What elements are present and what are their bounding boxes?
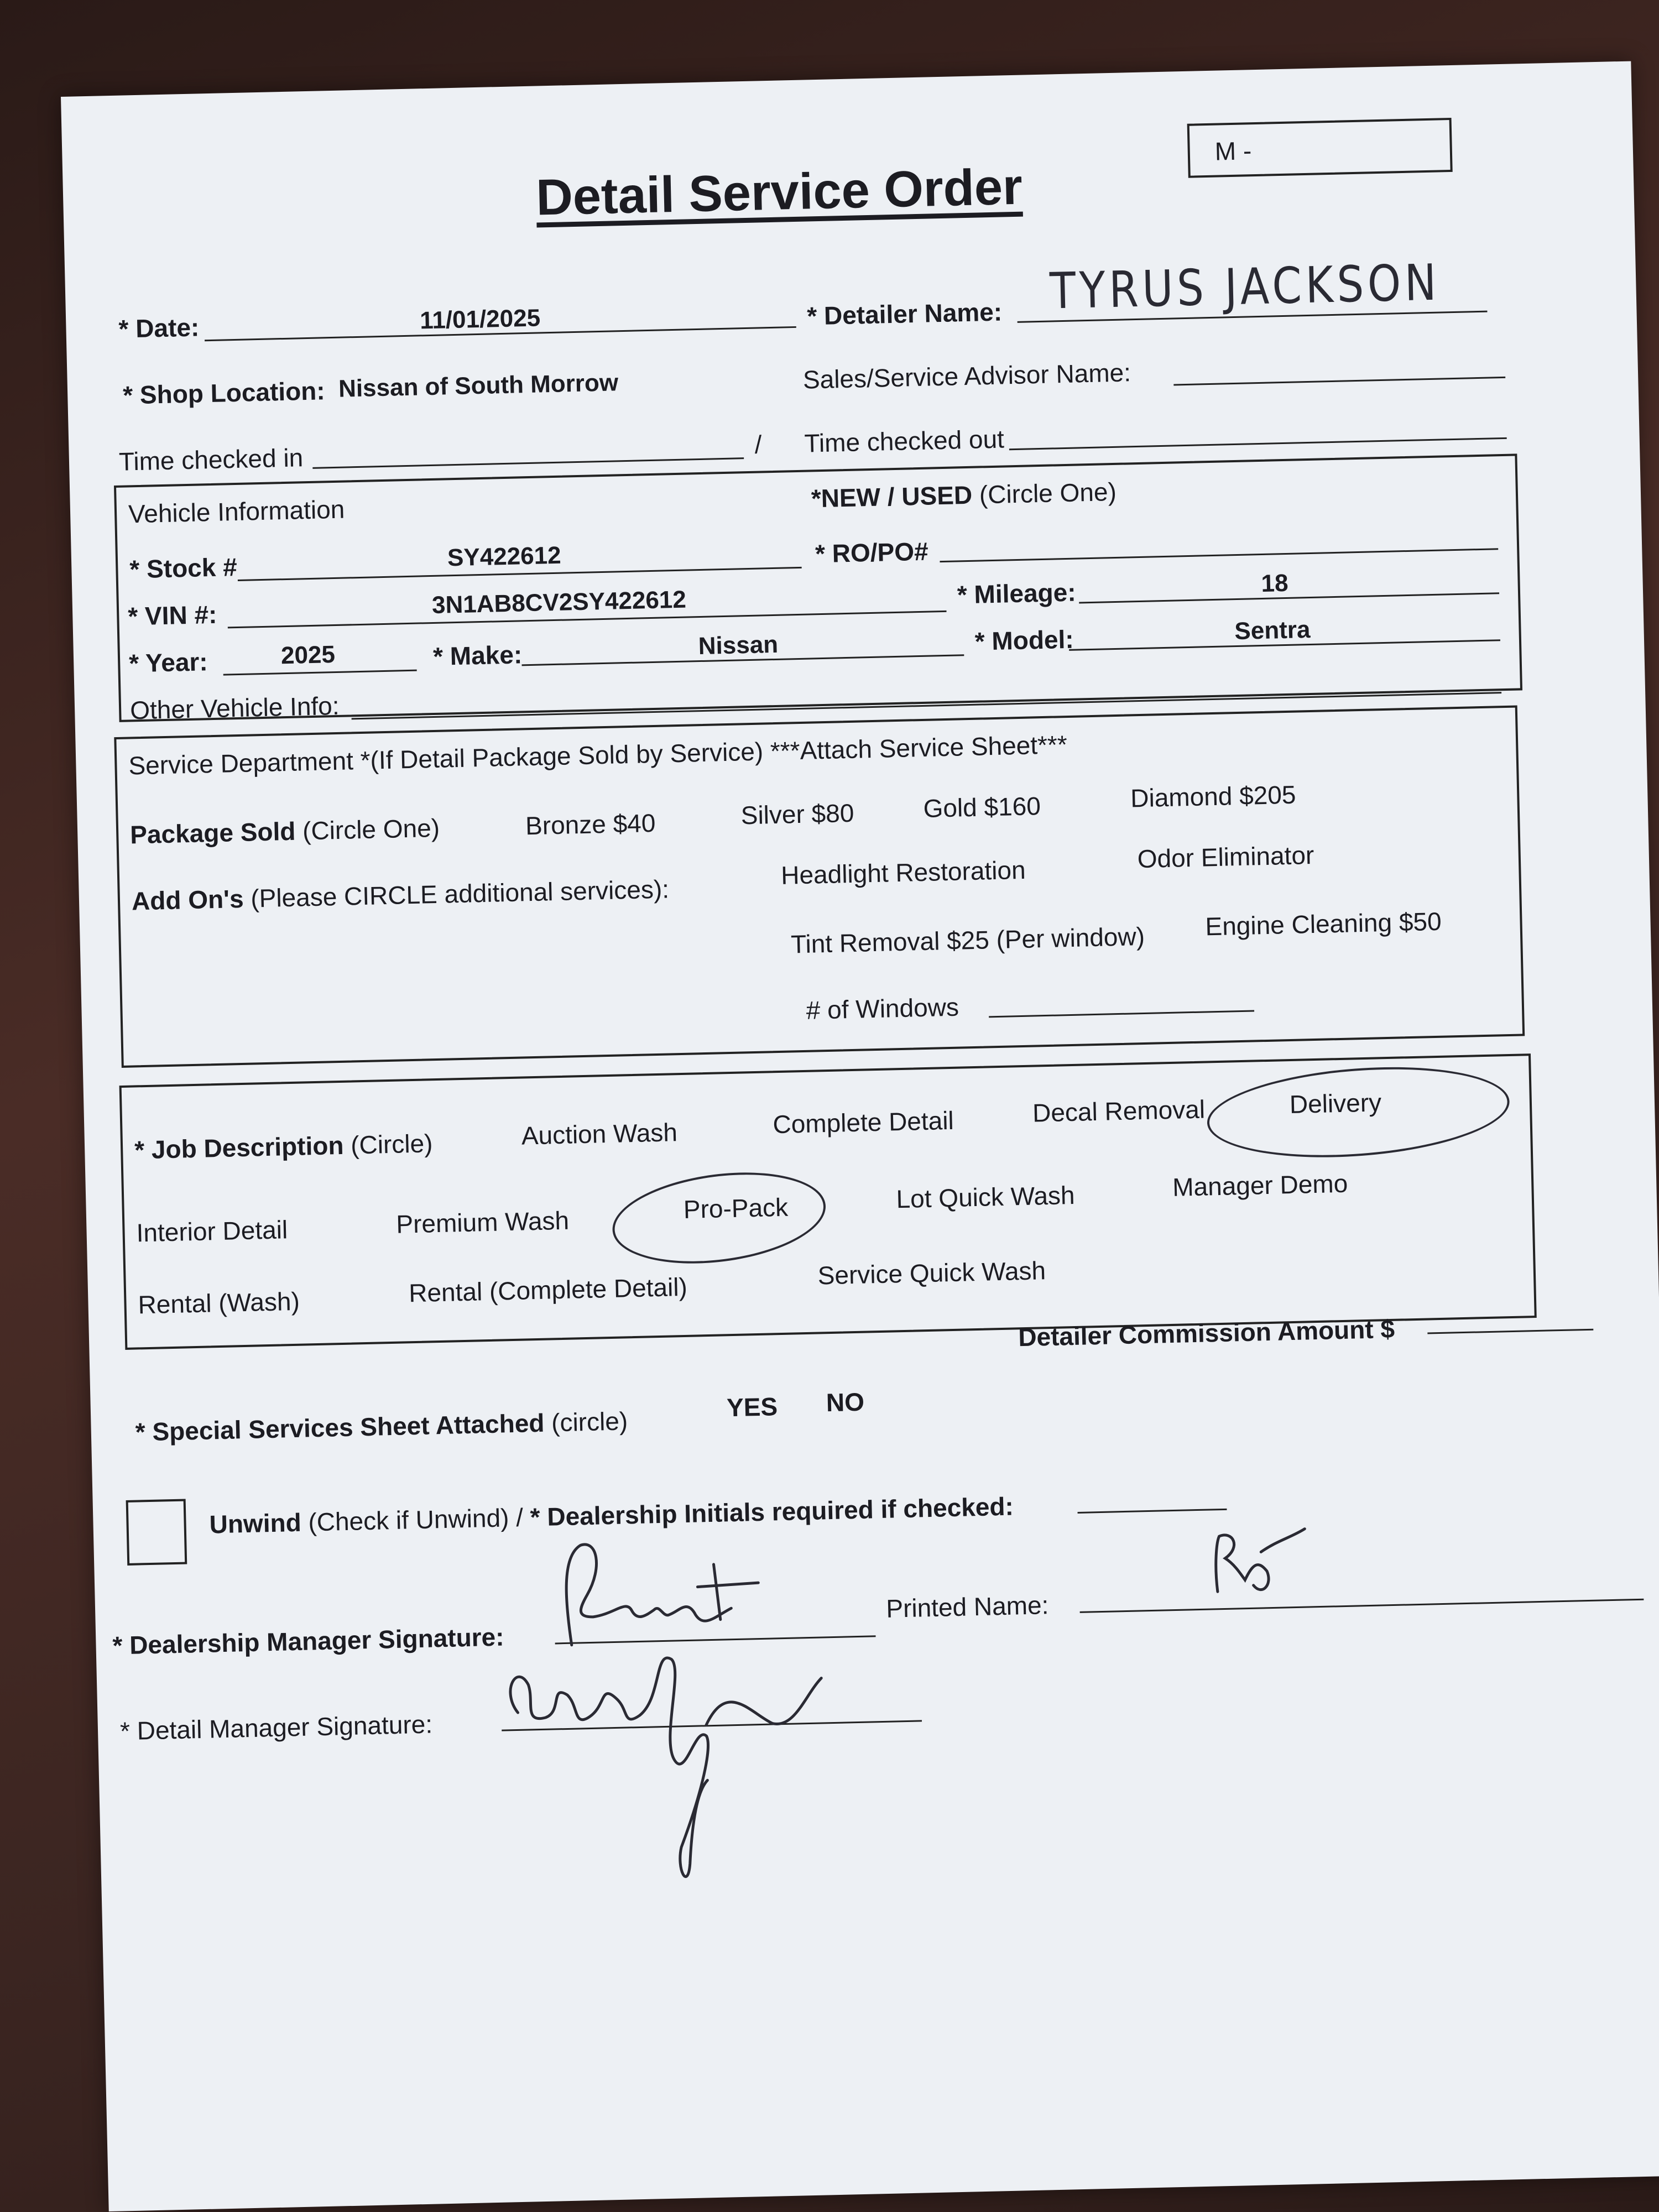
- shop-location-label: * Shop Location:: [122, 376, 326, 410]
- job-service-quick-wash[interactable]: Service Quick Wash: [817, 1256, 1046, 1290]
- model-value: Sentra: [1234, 615, 1311, 645]
- unwind-note: (Check if Unwind) /: [307, 1503, 524, 1537]
- printed-name-initials: [1199, 1517, 1312, 1603]
- add-ons-label: Add On's: [131, 884, 244, 916]
- unwind-checkbox[interactable]: [126, 1499, 187, 1566]
- dealership-initials-label: * Dealership Initials required if checked:: [530, 1491, 1014, 1532]
- m-number-box[interactable]: [1187, 118, 1453, 178]
- detailer-name-label: * Detailer Name:: [806, 297, 1003, 331]
- date-label: * Date:: [118, 312, 200, 343]
- job-auction-wash[interactable]: Auction Wash: [521, 1118, 678, 1150]
- job-complete-detail[interactable]: Complete Detail: [772, 1105, 954, 1139]
- detailer-name-value: TYRUS JACKSON: [1049, 253, 1441, 321]
- model-label: * Model:: [974, 624, 1074, 656]
- package-bronze[interactable]: Bronze $40: [525, 808, 656, 841]
- detail-manager-signature-image: [494, 1611, 832, 1906]
- job-manager-demo[interactable]: Manager Demo: [1172, 1168, 1348, 1202]
- package-diamond[interactable]: Diamond $205: [1130, 780, 1296, 813]
- time-out-label: Time checked out: [804, 424, 1005, 458]
- job-rental-complete-detail[interactable]: Rental (Complete Detail): [408, 1272, 688, 1308]
- date-value: 11/01/2025: [419, 304, 541, 335]
- stock-label: * Stock #: [129, 552, 238, 584]
- job-interior-detail[interactable]: Interior Detail: [136, 1215, 288, 1248]
- windows-count-label: # of Windows: [806, 992, 959, 1025]
- service-order-sheet: [61, 61, 1659, 2211]
- job-description-label: * Job Description: [134, 1130, 345, 1165]
- vehicle-info-label: Vehicle Information: [128, 494, 345, 529]
- printed-name-label: Printed Name:: [885, 1590, 1049, 1623]
- addon-engine-cleaning[interactable]: Engine Cleaning $50: [1204, 906, 1442, 941]
- job-lot-quick-wash[interactable]: Lot Quick Wash: [896, 1180, 1076, 1214]
- mileage-label: * Mileage:: [957, 577, 1077, 609]
- special-services-row: [135, 1406, 628, 1447]
- advisor-name-label: Sales/Service Advisor Name:: [802, 358, 1131, 394]
- advisor-name-line[interactable]: [1173, 377, 1505, 386]
- time-in-line[interactable]: [312, 457, 744, 469]
- other-vehicle-info-label: Other Vehicle Info:: [129, 691, 340, 725]
- time-slash: /: [754, 430, 762, 459]
- vin-label: * VIN #:: [127, 599, 217, 631]
- package-silver[interactable]: Silver $80: [740, 798, 854, 830]
- service-dept-header: Service Department *(If Detail Package Sold by Service) ***Attach Service Sheet***: [128, 730, 1068, 780]
- job-pro-pack[interactable]: Pro-Pack: [683, 1192, 789, 1224]
- time-in-label: Time checked in: [118, 443, 304, 476]
- new-used-label: *NEW / USED: [811, 480, 973, 513]
- dealership-manager-signature-label: * Dealership Manager Signature:: [112, 1622, 505, 1660]
- commission-line[interactable]: [1427, 1329, 1593, 1334]
- stock-value: SY422612: [447, 541, 562, 572]
- year-value: 2025: [280, 641, 336, 670]
- detail-manager-signature-label: * Detail Manager Signature:: [119, 1709, 433, 1746]
- printed-name-line[interactable]: [1080, 1599, 1644, 1613]
- add-ons-note: (Please CIRCLE additional services):: [250, 874, 670, 913]
- vin-value: 3N1AB8CV2SY422612: [431, 586, 687, 619]
- addon-tint-removal[interactable]: Tint Removal $25 (Per window): [790, 921, 1145, 959]
- package-gold[interactable]: Gold $160: [923, 791, 1041, 823]
- ro-po-label: * RO/PO#: [815, 536, 929, 568]
- dealership-initials-line[interactable]: [1078, 1509, 1227, 1514]
- package-sold-label: Package Sold: [129, 816, 296, 849]
- special-services-circle-note: (circle): [551, 1406, 628, 1437]
- job-premium-wash[interactable]: Premium Wash: [395, 1206, 570, 1239]
- addon-headlight-restoration[interactable]: Headlight Restoration: [780, 855, 1026, 890]
- unwind-row: [209, 1491, 1014, 1540]
- job-description-circle-note: (Circle): [350, 1129, 433, 1160]
- package-sold-circle-note: (Circle One): [302, 813, 440, 846]
- m-number-label: M -: [1214, 136, 1252, 166]
- make-value: Nissan: [698, 630, 779, 660]
- shop-location-value: Nissan of South Morrow: [338, 369, 619, 403]
- new-used-circle-note: (Circle One): [979, 477, 1117, 509]
- time-out-line[interactable]: [1009, 437, 1507, 450]
- commission-label: Detailer Commission Amount $: [1018, 1314, 1395, 1352]
- unwind-label: Unwind: [209, 1507, 302, 1539]
- form-title: Detail Service Order: [535, 158, 1023, 226]
- addon-odor-eliminator[interactable]: Odor Eliminator: [1137, 840, 1314, 874]
- job-delivery[interactable]: Delivery: [1289, 1088, 1382, 1119]
- mileage-value: 18: [1260, 569, 1289, 597]
- make-label: * Make:: [432, 640, 523, 671]
- special-services-label: * Special Services Sheet Attached: [135, 1408, 545, 1447]
- year-label: * Year:: [128, 647, 208, 678]
- special-services-no[interactable]: NO: [826, 1387, 865, 1417]
- special-services-yes[interactable]: YES: [726, 1392, 778, 1422]
- job-decal-removal[interactable]: Decal Removal: [1032, 1094, 1206, 1128]
- job-rental-wash[interactable]: Rental (Wash): [138, 1286, 300, 1319]
